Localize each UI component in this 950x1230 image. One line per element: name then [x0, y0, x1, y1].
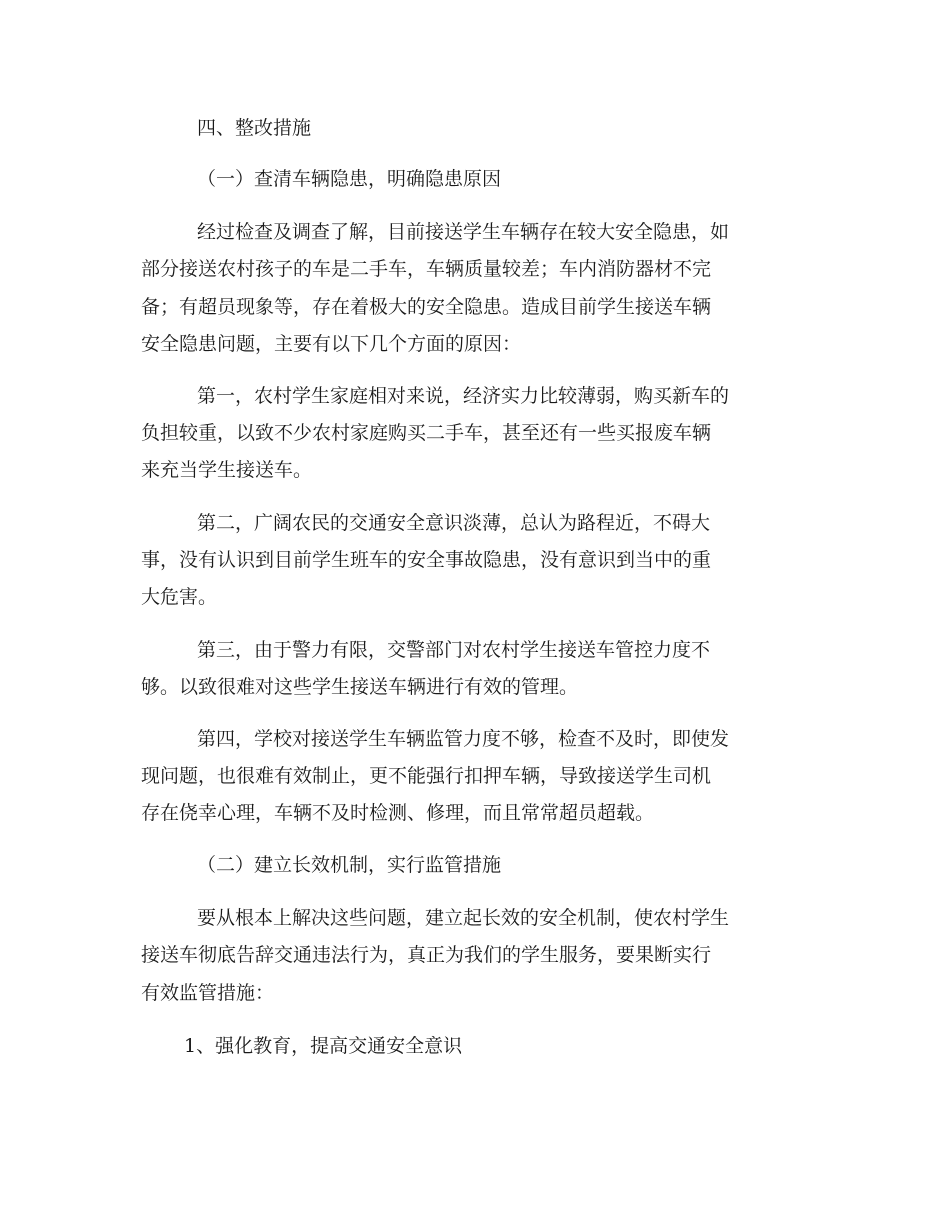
section-heading: 四、整改措施 [197, 117, 312, 139]
paragraph-line: 第四，学校对接送学生车辆监管力度不够，检查不及时，即使发 [197, 728, 730, 750]
paragraph-line: 部分接送农村孩子的车是二手车，车辆质量较差；车内消防器材不完 [141, 258, 712, 280]
paragraph-line: 够。以致很难对这些学生接送车辆进行有效的管理。 [141, 676, 579, 698]
paragraph-line: 有效监管措施： [141, 982, 275, 1004]
paragraph-line: 经过检查及调查了解，目前接送学生车辆存在较大安全隐患，如 [197, 221, 730, 243]
paragraph-line: 存在侥幸心理，车辆不及时检测、修理，而且常常超员超载。 [141, 802, 655, 824]
paragraph-line: 第一，农村学生家庭相对来说，经济实力比较薄弱，购买新车的 [197, 385, 730, 407]
paragraph-line: 第二，广阔农民的交通安全意识淡薄，总认为路程近，不碍大 [197, 512, 711, 534]
paragraph-line: 第三，由于警力有限，交警部门对农村学生接送车管控力度不 [197, 639, 711, 661]
paragraph-line: 大危害。 [141, 586, 218, 608]
paragraph-line: 备；有超员现象等，存在着极大的安全隐患。造成目前学生接送车辆 [141, 296, 712, 318]
paragraph-line: 事，没有认识到目前学生班车的安全事故隐患，没有意识到当中的重 [141, 549, 712, 571]
paragraph-line: 安全隐患问题，主要有以下几个方面的原因： [141, 333, 522, 355]
paragraph-line: 接送车彻底告辞交通违法行为，真正为我们的学生服务，要果断实行 [141, 944, 712, 966]
subsection-title-1: （一）查清车辆隐患，明确隐患原因 [197, 168, 502, 190]
subsection-title-2: （二）建立长效机制，实行监管措施 [197, 854, 502, 876]
paragraph-line: 现问题，也很难有效制止，更不能强行扣押车辆，导致接送学生司机 [141, 765, 712, 787]
paragraph-line: 来充当学生接送车。 [141, 459, 313, 481]
paragraph-line: 负担较重，以致不少农村家庭购买二手车，甚至还有一些买报废车辆 [141, 422, 712, 444]
paragraph-line: 要从根本上解决这些问题，建立起长效的安全机制，使农村学生 [197, 907, 730, 929]
list-item-1: 1、强化教育，提高交通安全意识 [184, 1035, 463, 1057]
